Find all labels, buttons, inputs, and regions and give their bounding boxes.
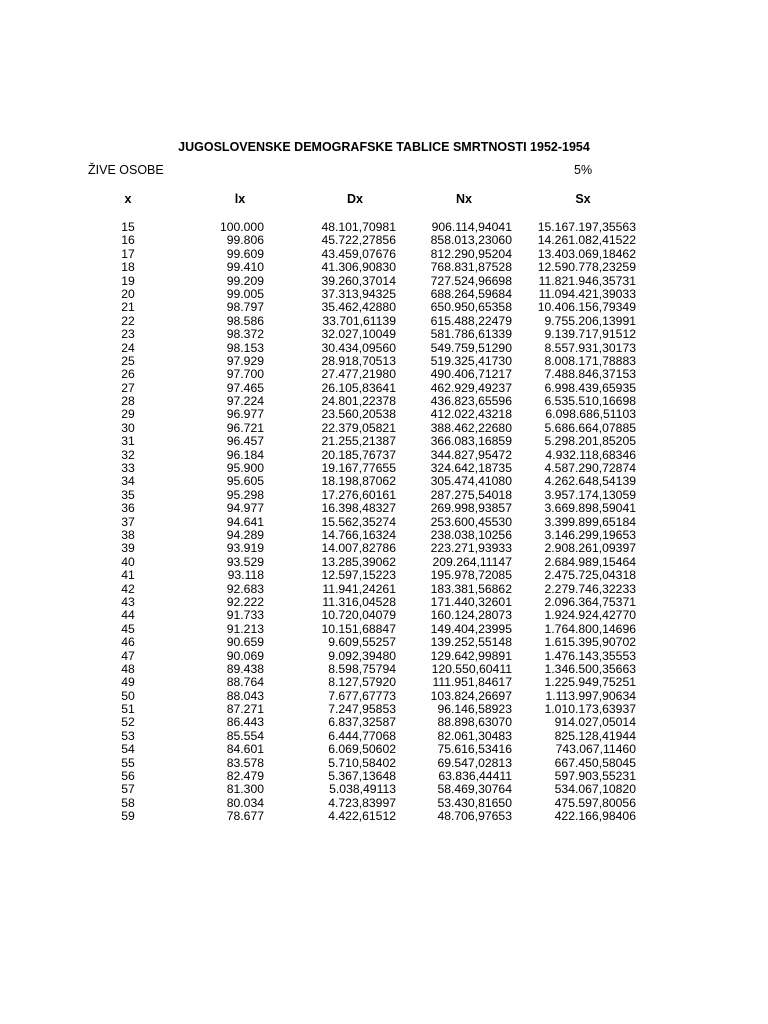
cell-dx: 20.185,76737 — [321, 447, 396, 462]
table-row — [0, 516, 768, 529]
cell-sx: 8.557.931,30173 — [544, 340, 636, 355]
table-row — [0, 234, 768, 247]
cell-lx: 97.929 — [226, 353, 264, 368]
cell-x: 45 — [121, 621, 135, 636]
table-row — [0, 556, 768, 569]
cell-sx: 422.166,98406 — [554, 809, 636, 824]
cell-lx: 92.683 — [226, 581, 264, 596]
cell-nx: 269.998,93857 — [430, 501, 512, 516]
cell-sx: 4.262.648,54139 — [544, 474, 636, 489]
cell-nx: 149.404,23995 — [430, 621, 512, 636]
cell-dx: 21.255,21387 — [321, 434, 396, 449]
cell-x: 54 — [121, 742, 135, 757]
cell-nx: 120.550,60411 — [431, 661, 512, 676]
cell-dx: 5.367,13648 — [328, 769, 396, 784]
cell-x: 35 — [121, 487, 135, 502]
table-row — [0, 703, 768, 716]
cell-x: 59 — [121, 809, 135, 824]
cell-dx: 11.316,04528 — [322, 594, 396, 609]
table-row — [0, 770, 768, 783]
cell-sx: 2.279.746,32233 — [544, 581, 636, 596]
cell-nx: 581.786,61339 — [430, 327, 512, 342]
cell-x: 47 — [121, 648, 135, 663]
cell-x: 58 — [121, 795, 135, 810]
cell-nx: 287.275,54018 — [430, 487, 512, 502]
table-row — [0, 502, 768, 515]
cell-x: 42 — [121, 581, 135, 596]
cell-nx: 103.824,26697 — [430, 688, 512, 703]
table-row — [0, 609, 768, 622]
cell-sx: 7.488.846,37153 — [544, 367, 636, 382]
cell-sx: 5.298.201,85205 — [544, 434, 636, 449]
cell-lx: 90.069 — [226, 648, 264, 663]
cell-sx: 2.096.364,75371 — [544, 594, 636, 609]
cell-sx: 597.903,55231 — [554, 769, 636, 784]
table-row — [0, 342, 768, 355]
cell-sx: 825.128,41944 — [554, 728, 636, 743]
cell-lx: 89.438 — [226, 661, 264, 676]
cell-dx: 35.462,42880 — [321, 300, 396, 315]
cell-sx: 12.590.778,23259 — [537, 260, 636, 275]
table-row — [0, 449, 768, 462]
cell-x: 46 — [121, 635, 135, 650]
table-row — [0, 743, 768, 756]
cell-dx: 12.597,15223 — [321, 568, 396, 583]
cell-dx: 22.379,05821 — [321, 420, 396, 435]
table-row — [0, 408, 768, 421]
cell-dx: 6.444,77068 — [328, 728, 396, 743]
cell-dx: 17.276,60161 — [321, 487, 396, 502]
table-row — [0, 757, 768, 770]
table-row — [0, 368, 768, 381]
cell-nx: 223.271,93933 — [430, 541, 512, 556]
cell-x: 22 — [121, 313, 135, 328]
cell-nx: 305.474,41080 — [430, 474, 512, 489]
cell-x: 41 — [121, 568, 135, 583]
cell-nx: 727.524,96698 — [430, 273, 512, 288]
cell-sx: 2.908.261,09397 — [544, 541, 636, 556]
cell-lx: 99.005 — [226, 286, 264, 301]
mortality-table-body — [0, 221, 768, 824]
cell-dx: 43.459,07676 — [321, 246, 396, 261]
cell-dx: 6.069,50602 — [328, 742, 396, 757]
cell-x: 53 — [121, 728, 135, 743]
cell-lx: 95.298 — [226, 487, 264, 502]
cell-nx: 238.038,10256 — [430, 527, 512, 542]
cell-dx: 41.306,90830 — [321, 260, 396, 275]
table-row — [0, 355, 768, 368]
cell-dx: 10.151,68847 — [321, 621, 396, 636]
cell-dx: 4.422,61512 — [328, 809, 396, 824]
table-header — [0, 192, 768, 208]
cell-x: 21 — [121, 300, 135, 315]
cell-nx: 688.264,59684 — [430, 286, 512, 301]
cell-nx: 209.264,11147 — [432, 554, 512, 569]
table-row — [0, 328, 768, 341]
column-header-lx: lx — [234, 192, 246, 206]
table-row — [0, 810, 768, 823]
table-row — [0, 422, 768, 435]
cell-sx: 2.684.989,15464 — [544, 554, 636, 569]
cell-sx: 8.008.171,78883 — [544, 353, 636, 368]
cell-x: 36 — [121, 501, 135, 516]
cell-dx: 33.701,61139 — [322, 313, 396, 328]
cell-nx: 63.836,44411 — [438, 769, 512, 784]
cell-nx: 69.547,02813 — [437, 755, 512, 770]
table-row — [0, 569, 768, 582]
table-row — [0, 583, 768, 596]
cell-lx: 99.209 — [226, 273, 264, 288]
cell-x: 28 — [121, 394, 135, 409]
cell-dx: 45.722,27856 — [321, 233, 396, 248]
cell-lx: 78.677 — [226, 809, 264, 824]
cell-lx: 80.034 — [226, 795, 264, 810]
cell-sx: 10.406.156,79349 — [537, 300, 636, 315]
cell-dx: 13.285,39062 — [321, 554, 396, 569]
cell-x: 48 — [121, 661, 135, 676]
cell-dx: 7.677,67773 — [328, 688, 396, 703]
cell-x: 24 — [121, 340, 135, 355]
table-row — [0, 395, 768, 408]
cell-nx: 366.083,16859 — [430, 434, 512, 449]
cell-nx: 171.440,32601 — [430, 594, 512, 609]
table-row — [0, 650, 768, 663]
cell-lx: 95.900 — [226, 461, 264, 476]
column-header-dx: Dx — [347, 192, 363, 206]
cell-x: 56 — [121, 769, 135, 784]
cell-nx: 53.430,81650 — [437, 795, 512, 810]
cell-sx: 667.450,58045 — [554, 755, 636, 770]
cell-sx: 15.167.197,35563 — [537, 220, 636, 234]
column-header-nx: Nx — [456, 192, 472, 206]
cell-lx: 98.372 — [226, 327, 264, 342]
cell-sx: 1.225.949,75251 — [544, 675, 636, 690]
cell-lx: 95.605 — [226, 474, 264, 489]
table-row — [0, 475, 768, 488]
cell-dx: 37.313,94325 — [321, 286, 396, 301]
cell-x: 34 — [121, 474, 135, 489]
cell-nx: 96.146,58923 — [437, 702, 512, 717]
cell-nx: 48.706,97653 — [437, 809, 512, 824]
table-row — [0, 623, 768, 636]
cell-sx: 475.597,80056 — [554, 795, 636, 810]
cell-sx: 2.475.725,04318 — [544, 568, 636, 583]
cell-x: 32 — [121, 447, 135, 462]
cell-dx: 19.167,77655 — [321, 461, 396, 476]
cell-lx: 96.721 — [226, 420, 264, 435]
cell-lx: 98.586 — [226, 313, 264, 328]
cell-x: 26 — [121, 367, 135, 382]
cell-x: 44 — [121, 608, 135, 623]
cell-x: 20 — [121, 286, 135, 301]
cell-sx: 3.957.174,13059 — [544, 487, 636, 502]
table-row — [0, 596, 768, 609]
cell-lx: 93.529 — [226, 554, 264, 569]
cell-x: 30 — [121, 420, 135, 435]
cell-dx: 48.101,70981 — [321, 220, 396, 234]
cell-sx: 6.535.510,16698 — [544, 394, 636, 409]
cell-dx: 6.837,32587 — [328, 715, 396, 730]
cell-nx: 436.823,65596 — [430, 394, 512, 409]
cell-sx: 743.067,11460 — [555, 742, 636, 757]
table-row — [0, 783, 768, 796]
cell-lx: 93.919 — [226, 541, 264, 556]
cell-sx: 6.998.439,65935 — [544, 380, 636, 395]
cell-dx: 5.038,49113 — [329, 782, 396, 797]
cell-nx: 388.462,22680 — [430, 420, 512, 435]
table-row — [0, 542, 768, 555]
cell-x: 43 — [121, 594, 135, 609]
cell-lx: 96.977 — [226, 407, 264, 422]
cell-sx: 14.261.082,41522 — [537, 233, 636, 248]
cell-lx: 87.271 — [226, 702, 264, 717]
cell-x: 29 — [121, 407, 135, 422]
cell-dx: 7.247,95853 — [328, 702, 396, 717]
cell-sx: 3.399.899,65184 — [544, 514, 636, 529]
cell-nx: 58.469,30764 — [437, 782, 512, 797]
cell-nx: 88.898,63070 — [437, 715, 512, 730]
table-row — [0, 716, 768, 729]
cell-nx: 111.951,84617 — [432, 675, 512, 690]
cell-x: 31 — [121, 434, 135, 449]
cell-dx: 24.801,22378 — [321, 394, 396, 409]
cell-dx: 23.560,20538 — [321, 407, 396, 422]
cell-x: 18 — [121, 260, 135, 275]
cell-x: 27 — [121, 380, 135, 395]
table-subtitle: ŽIVE OSOBE — [88, 163, 164, 177]
document-title: JUGOSLOVENSKE DEMOGRAFSKE TABLICE SMRTNOSTI 1952-1954 — [178, 140, 590, 154]
cell-lx: 98.797 — [226, 300, 264, 315]
table-row — [0, 248, 768, 261]
cell-lx: 88.043 — [226, 688, 264, 703]
cell-nx: 183.381,56862 — [430, 581, 512, 596]
cell-lx: 99.410 — [226, 260, 264, 275]
table-row — [0, 529, 768, 542]
cell-lx: 96.457 — [226, 434, 264, 449]
cell-lx: 94.977 — [226, 501, 264, 516]
table-row — [0, 382, 768, 395]
cell-x: 52 — [121, 715, 135, 730]
cell-lx: 94.289 — [226, 527, 264, 542]
cell-x: 38 — [121, 527, 135, 542]
cell-x: 25 — [121, 353, 135, 368]
cell-lx: 99.806 — [226, 233, 264, 248]
cell-lx: 97.700 — [226, 367, 264, 382]
cell-dx: 5.710,58402 — [328, 755, 396, 770]
cell-dx: 9.609,55257 — [328, 635, 396, 650]
cell-nx: 615.488,22479 — [430, 313, 512, 328]
table-row — [0, 275, 768, 288]
table-row — [0, 636, 768, 649]
cell-lx: 96.184 — [226, 447, 264, 462]
cell-x: 23 — [121, 327, 135, 342]
cell-sx: 3.146.299,19653 — [544, 527, 636, 542]
cell-dx: 39.260,37014 — [321, 273, 396, 288]
cell-lx: 93.118 — [227, 568, 264, 583]
cell-lx: 97.465 — [226, 380, 264, 395]
cell-dx: 10.720,04079 — [321, 608, 396, 623]
table-row — [0, 221, 768, 234]
cell-x: 15 — [121, 220, 135, 234]
cell-x: 33 — [121, 461, 135, 476]
cell-nx: 412.022,43218 — [430, 407, 512, 422]
table-row — [0, 288, 768, 301]
cell-sx: 11.821.946,35731 — [538, 273, 636, 288]
cell-sx: 4.587.290,72874 — [544, 461, 636, 476]
cell-nx: 253.600,45530 — [430, 514, 512, 529]
cell-dx: 26.105,83641 — [321, 380, 396, 395]
cell-nx: 160.124,28073 — [430, 608, 512, 623]
cell-nx: 490.406,71217 — [430, 367, 512, 382]
cell-nx: 549.759,51290 — [430, 340, 512, 355]
cell-nx: 768.831,87528 — [430, 260, 512, 275]
cell-x: 19 — [121, 273, 135, 288]
cell-dx: 30.434,09560 — [321, 340, 396, 355]
cell-x: 40 — [121, 554, 135, 569]
cell-x: 51 — [121, 702, 135, 717]
cell-dx: 32.027,10049 — [321, 327, 396, 342]
table-row — [0, 730, 768, 743]
cell-sx: 1.113.997,90634 — [545, 688, 636, 703]
column-header-sx: Sx — [575, 192, 591, 206]
cell-dx: 27.477,21980 — [321, 367, 396, 382]
cell-sx: 6.098.686,51103 — [545, 407, 636, 422]
table-row — [0, 301, 768, 314]
cell-x: 57 — [121, 782, 135, 797]
cell-lx: 83.578 — [226, 755, 264, 770]
cell-x: 39 — [121, 541, 135, 556]
cell-dx: 16.398,48327 — [321, 501, 396, 516]
cell-lx: 84.601 — [226, 742, 264, 757]
table-row — [0, 261, 768, 274]
cell-lx: 91.213 — [226, 621, 264, 636]
cell-lx: 81.300 — [226, 782, 264, 797]
cell-dx: 14.766,16324 — [321, 527, 396, 542]
cell-dx: 14.007,82786 — [321, 541, 396, 556]
cell-nx: 650.950,65358 — [430, 300, 512, 315]
interest-rate: 5% — [574, 163, 593, 177]
cell-sx: 1.615.395,90702 — [544, 635, 636, 650]
cell-lx: 98.153 — [226, 340, 264, 355]
cell-lx: 85.554 — [226, 728, 264, 743]
cell-x: 50 — [121, 688, 135, 703]
cell-lx: 82.479 — [226, 769, 264, 784]
cell-sx: 914.027,05014 — [554, 715, 636, 730]
table-row — [0, 462, 768, 475]
cell-dx: 15.562,35274 — [321, 514, 396, 529]
cell-nx: 139.252,55148 — [430, 635, 512, 650]
table-row — [0, 676, 768, 689]
cell-nx: 82.061,30483 — [437, 728, 512, 743]
cell-sx: 5.686.664,07885 — [544, 420, 636, 435]
cell-dx: 11.941,24261 — [322, 581, 396, 596]
cell-nx: 906.114,94041 — [431, 220, 512, 234]
cell-lx: 92.222 — [226, 594, 264, 609]
cell-sx: 9.755.206,13991 — [544, 313, 636, 328]
cell-lx: 86.443 — [226, 715, 264, 730]
column-header-x: x — [124, 192, 132, 206]
table-row — [0, 435, 768, 448]
cell-lx: 90.659 — [226, 635, 264, 650]
cell-dx: 9.092,39480 — [328, 648, 396, 663]
cell-x: 37 — [121, 514, 135, 529]
cell-nx: 75.616,53416 — [437, 742, 512, 757]
cell-sx: 1.764.800,14696 — [544, 621, 636, 636]
table-row — [0, 315, 768, 328]
cell-nx: 812.290,95204 — [430, 246, 512, 261]
table-row — [0, 663, 768, 676]
cell-lx: 91.733 — [226, 608, 264, 623]
cell-lx: 88.764 — [226, 675, 264, 690]
cell-sx: 13.403.069,18462 — [537, 246, 636, 261]
cell-nx: 324.642,18735 — [430, 461, 512, 476]
cell-lx: 99.609 — [226, 246, 264, 261]
cell-lx: 94.641 — [226, 514, 264, 529]
cell-sx: 1.010.173,63937 — [544, 702, 636, 717]
cell-sx: 4.932.118,68346 — [545, 447, 636, 462]
cell-sx: 1.924.924,42770 — [544, 608, 636, 623]
cell-dx: 18.198,87062 — [321, 474, 396, 489]
table-row — [0, 489, 768, 502]
cell-sx: 9.139.717,91512 — [544, 327, 636, 342]
table-row — [0, 797, 768, 810]
cell-x: 16 — [121, 233, 135, 248]
cell-sx: 3.669.898,59041 — [544, 501, 636, 516]
cell-dx: 28.918,70513 — [321, 353, 396, 368]
cell-sx: 1.346.500,35663 — [544, 661, 636, 676]
cell-dx: 8.598,75794 — [328, 661, 396, 676]
cell-lx: 100.000 — [219, 220, 264, 234]
cell-sx: 1.476.143,35553 — [544, 648, 636, 663]
cell-nx: 519.325,41730 — [430, 353, 512, 368]
cell-x: 49 — [121, 675, 135, 690]
cell-sx: 11.094.421,39033 — [538, 286, 636, 301]
cell-nx: 858.013,23060 — [430, 233, 512, 248]
cell-dx: 4.723,83997 — [328, 795, 396, 810]
cell-x: 55 — [121, 755, 135, 770]
cell-nx: 129.642,99891 — [430, 648, 512, 663]
cell-sx: 534.067,10820 — [554, 782, 636, 797]
cell-lx: 97.224 — [226, 394, 264, 409]
cell-x: 17 — [121, 246, 135, 261]
table-row — [0, 690, 768, 703]
cell-dx: 8.127,57920 — [328, 675, 396, 690]
cell-nx: 344.827,95472 — [430, 447, 512, 462]
cell-nx: 462.929,49237 — [430, 380, 512, 395]
cell-nx: 195.978,72085 — [430, 568, 512, 583]
